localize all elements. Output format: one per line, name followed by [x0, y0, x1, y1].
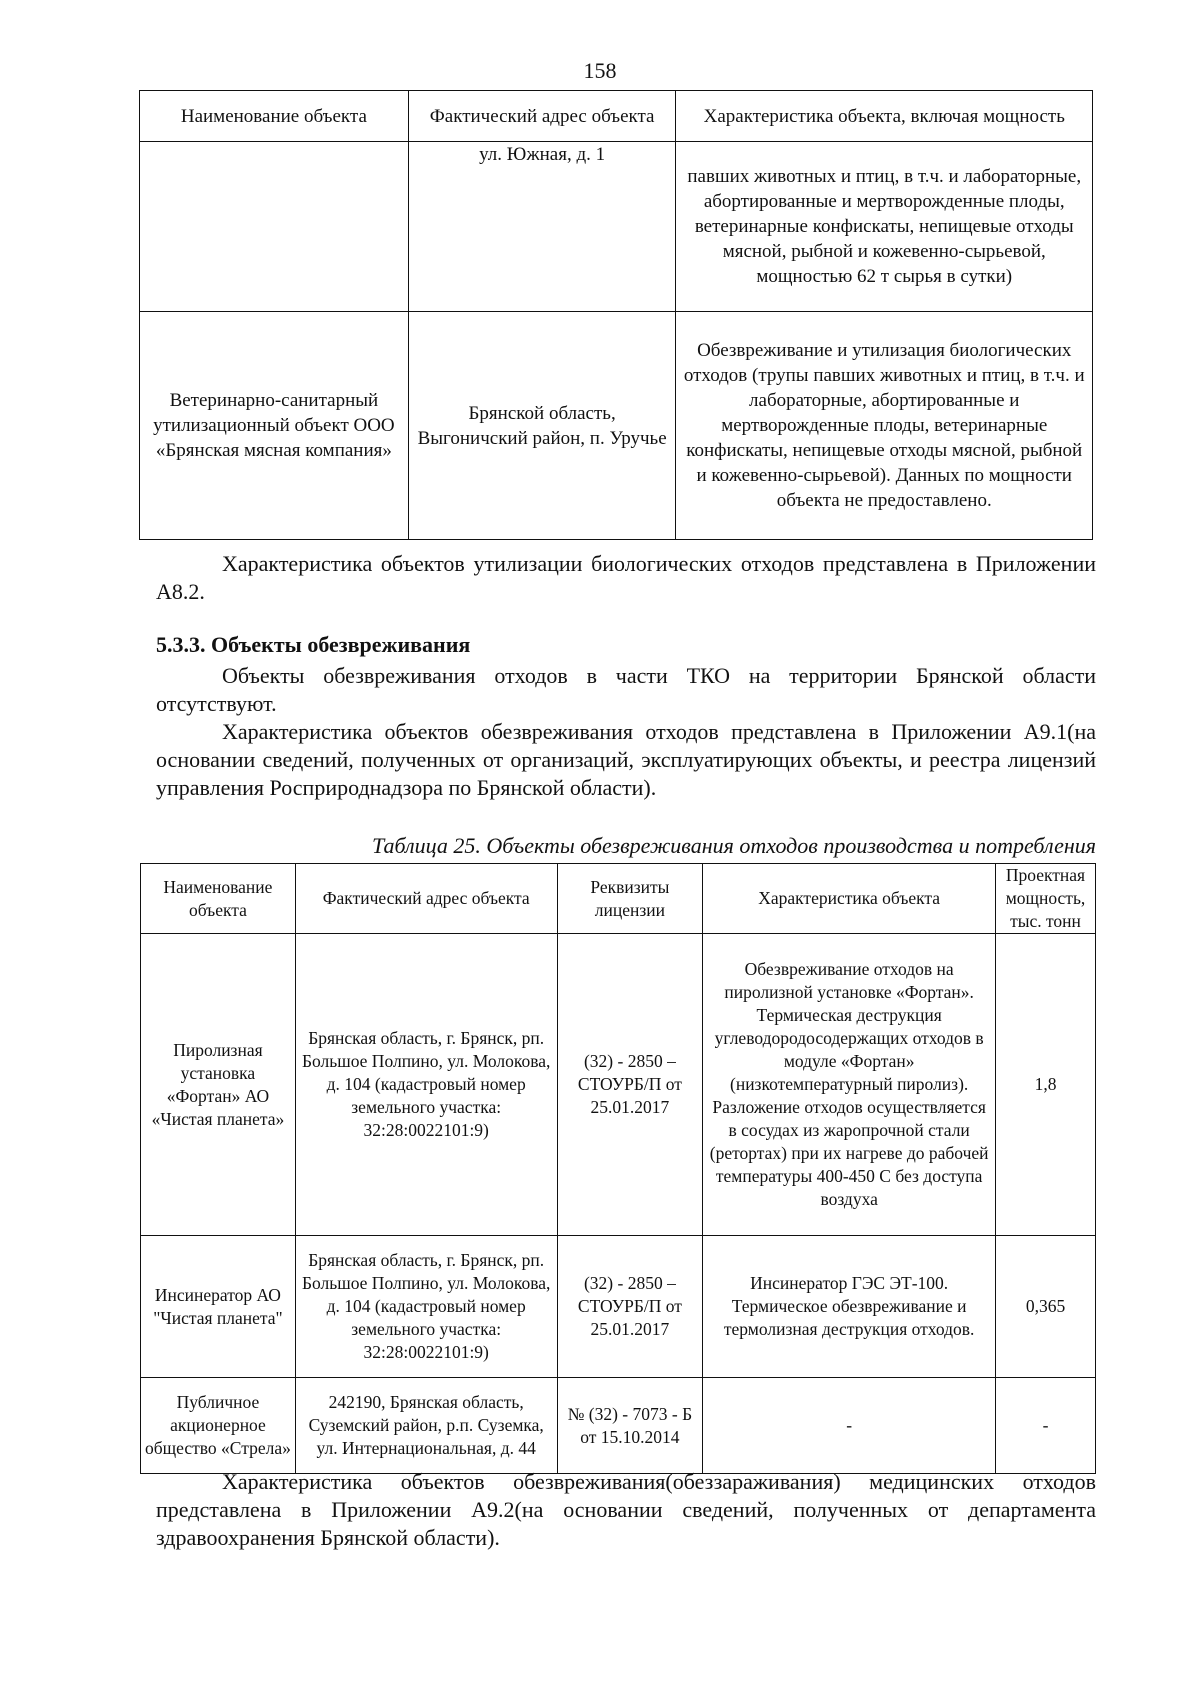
cell-characteristic: Инсинератор ГЭС ЭТ-100. Термическое обезвреживание и термолизная деструкция отходов.: [703, 1236, 996, 1378]
cell-capacity: -: [996, 1378, 1096, 1474]
table-caption: Таблица 25. Объекты обезвреживания отходов производства и потребления: [372, 833, 1096, 858]
paragraph-bio-reference: Характеристика объектов утилизации биологических отходов представлена в Приложении А8.2.: [156, 551, 1096, 604]
section-heading: 5.3.3. Объекты обезвреживания: [156, 632, 471, 657]
header-name: Наименование объекта: [141, 864, 296, 934]
header-address: Фактический адрес объекта: [295, 864, 557, 934]
cell-characteristic: Обезвреживание и утилизация биологических отходов (трупы павших животных и птиц, в т.ч. и лабораторные, абортированные и мертворожденные плоды, ветеринарные конфискаты, непищевые отходы мясной, рыбной и кожевенно-сырьевой). Данных по мощности объекта не предоставлено.: [676, 312, 1093, 540]
page-number: 158: [583, 58, 617, 83]
cell-name: Пиролизная установка «Фортан» АО «Чистая планета»: [141, 934, 296, 1236]
paragraph-neutralization-reference: Характеристика объектов обезвреживания отходов представлена в Приложении А9.1(на основании сведений, полученных от организаций, эксплуатирующих объекты, и реестра лицензий управления Росприроднадзора по Брянской области).: [156, 719, 1096, 800]
cell-address: Брянская область, г. Брянск, рп. Большое Полпино, ул. Молокова, д. 104 (кадастровый номер земельного участка: 32:28:0022101:9): [295, 934, 557, 1236]
table-row: [141, 934, 1096, 1236]
table-row: [140, 312, 1093, 540]
cell-name: Ветеринарно-санитарный утилизационный объект ООО «Брянская мясная компания»: [140, 312, 409, 540]
cell-license: (32) - 2850 – СТОУРБ/П от 25.01.2017: [557, 1236, 703, 1378]
cell-capacity: 0,365: [996, 1236, 1096, 1378]
table-row: [141, 1378, 1096, 1474]
table-header-row: [140, 91, 1093, 142]
cell-license: (32) - 2850 – СТОУРБ/П от 25.01.2017: [557, 934, 703, 1236]
cell-address: Брянская область, г. Брянск, рп. Большое Полпино, ул. Молокова, д. 104 (кадастровый номер земельного участка: 32:28:0022101:9): [295, 1236, 557, 1378]
header-name: Наименование объекта: [140, 91, 409, 142]
cell-address: 242190, Брянская область, Суземский район, р.п. Суземка, ул. Интернациональная, д. 44: [295, 1378, 557, 1474]
cell-license: № (32) - 7073 - Б от 15.10.2014: [557, 1378, 703, 1474]
cell-address: ул. Южная, д. 1: [408, 142, 676, 312]
cell-address: Брянской область, Выгоничский район, п. Уручье: [408, 312, 676, 540]
cell-characteristic: Обезвреживание отходов на пиролизной установке «Фортан». Термическая деструкция углеводородосодержащих отходов в модуле «Фортан» (низкотемпературный пиролиз). Разложение отходов осуществляется в сосудах из жаропрочной стали (ретортах) при их нагреве до рабочей температуры 400-450 С без доступа воздуха: [703, 934, 996, 1236]
header-address: Фактический адрес объекта: [408, 91, 676, 142]
cell-name: Инсинератор АО "Чистая планета": [141, 1236, 296, 1378]
cell-name: Публичное акционерное общество «Стрела»: [141, 1378, 296, 1474]
header-characteristic: Характеристика объекта, включая мощность: [676, 91, 1093, 142]
header-license: Реквизиты лицензии: [557, 864, 703, 934]
cell-capacity: 1,8: [996, 934, 1096, 1236]
header-characteristic: Характеристика объекта: [703, 864, 996, 934]
header-capacity: Проектная мощность, тыс. тонн: [996, 864, 1096, 934]
paragraph-medical-reference: Характеристика объектов обезвреживания(обеззараживания) медицинских отходов представлена в Приложении А9.2(на основании сведений, полученных от департамента здравоохранения Брянской области).: [156, 1469, 1096, 1550]
table-header-row: [141, 864, 1096, 934]
biological-waste-table: [139, 90, 1093, 540]
cell-characteristic: павших животных и птиц, в т.ч. и лабораторные, абортированные и мертворожденные плоды, ветеринарные конфискаты, непищевые отходы мясной, рыбной и кожевенно-сырьевой, мощностью 62 т сырья в сутки): [676, 142, 1093, 312]
neutralization-objects-table: [140, 863, 1096, 1474]
table-row: [141, 1236, 1096, 1378]
cell-characteristic: -: [703, 1378, 996, 1474]
paragraph-tko-absent: Объекты обезвреживания отходов в части ТКО на территории Брянской области отсутствуют.: [156, 663, 1096, 716]
table-row: [140, 142, 1093, 312]
cell-name: [140, 142, 409, 312]
